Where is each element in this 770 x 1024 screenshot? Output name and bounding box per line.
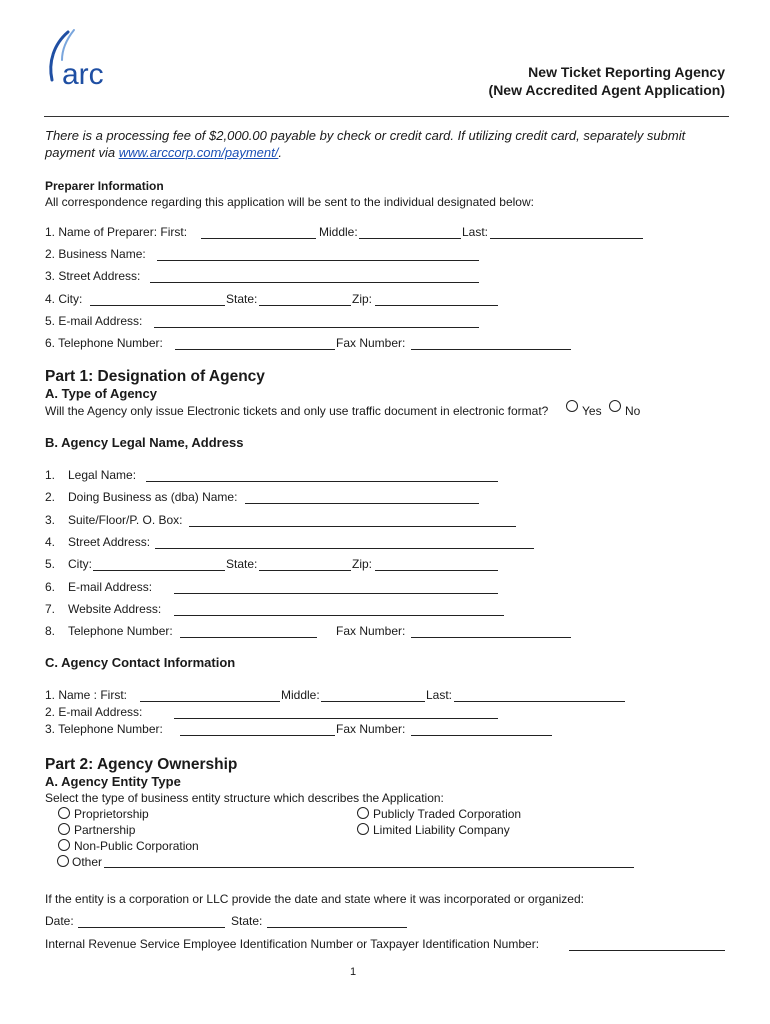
website-label: Website Address: (68, 602, 162, 616)
preparer-fax-label: Fax Number: (336, 336, 406, 350)
no-radio[interactable] (609, 400, 621, 412)
non-public-corp-label: Non-Public Corporation (74, 839, 199, 853)
incorporation-state-field[interactable] (267, 927, 407, 928)
other-radio[interactable] (57, 855, 69, 867)
legal-item-num: 7. (45, 602, 56, 616)
title-line-1: New Ticket Reporting Agency (528, 64, 725, 80)
partnership-radio[interactable] (58, 823, 70, 835)
preparer-state-field[interactable] (259, 305, 351, 306)
yes-radio[interactable] (566, 400, 578, 412)
fee-notice: There is a processing fee of $2,000.00 payable by check or credit card. If utilizing credit card, separately submit (45, 128, 686, 143)
payment-link[interactable]: www.arccorp.com/payment/ (118, 145, 279, 160)
preparer-heading: Preparer Information (45, 179, 164, 193)
phone-field[interactable] (180, 637, 317, 638)
other-field[interactable] (104, 867, 634, 868)
preparer-name-label: 1. Name of Preparer: First: (45, 225, 188, 239)
part1-heading: Part 1: Designation of Agency (45, 368, 265, 385)
contact-email-label: 2. E-mail Address: (45, 705, 143, 719)
legal-name-label: Legal Name: (68, 468, 137, 482)
legal-item-num: 6. (45, 580, 56, 594)
legal-item-num: 5. (45, 557, 56, 571)
email-label: E-mail Address: (68, 580, 153, 594)
suite-label: Suite/Floor/P. O. Box: (68, 513, 183, 527)
legal-item-num: 4. (45, 535, 56, 549)
preparer-middle-field[interactable] (359, 238, 461, 239)
preparer-middle-label: Middle: (319, 225, 358, 239)
preparer-last-field[interactable] (490, 238, 643, 239)
header-divider (44, 116, 729, 117)
no-label: No (625, 404, 641, 418)
street-field[interactable] (155, 548, 534, 549)
preparer-last-label: Last: (462, 225, 489, 239)
preparer-fax-field[interactable] (411, 349, 571, 350)
legal-name-heading: B. Agency Legal Name, Address (45, 435, 244, 450)
public-corp-radio[interactable] (357, 807, 369, 819)
state-field[interactable] (259, 570, 351, 571)
contact-middle-field[interactable] (321, 701, 425, 702)
arc-logo (40, 28, 120, 98)
page-number: 1 (350, 966, 357, 978)
legal-item-num: 1. (45, 468, 56, 482)
preparer-business-label: 2. Business Name: (45, 247, 146, 261)
contact-name-label: 1. Name : First: (45, 688, 128, 702)
public-corp-label: Publicly Traded Corporation (373, 807, 522, 821)
contact-email-field[interactable] (174, 718, 498, 719)
dba-label: Doing Business as (dba) Name: (68, 490, 238, 504)
electronic-question: Will the Agency only issue Electronic tickets and only use traffic document in electronic format? (45, 404, 549, 418)
non-public-corp-radio[interactable] (58, 839, 70, 851)
preparer-city-field[interactable] (90, 305, 225, 306)
email-field[interactable] (174, 593, 498, 594)
zip-field[interactable] (375, 570, 498, 571)
preparer-subtext: All correspondence regarding this application will be sent to the individual designated below: (45, 195, 534, 209)
incorporation-state-label: State: (231, 914, 263, 928)
entity-type-heading: A. Agency Entity Type (45, 774, 181, 789)
preparer-email-label: 5. E-mail Address: (45, 314, 143, 328)
contact-first-field[interactable] (140, 701, 280, 702)
legal-name-field[interactable] (146, 481, 498, 482)
title-line-2: (New Accredited Agent Application) (488, 82, 725, 98)
contact-last-field[interactable] (454, 701, 625, 702)
contact-last-label: Last: (426, 688, 453, 702)
website-field[interactable] (174, 615, 504, 616)
contact-fax-label: Fax Number: (336, 722, 406, 736)
incorporation-text: If the entity is a corporation or LLC provide the date and state where it was incorporated or organized: (45, 892, 584, 906)
preparer-email-field[interactable] (154, 327, 479, 328)
incorporation-date-field[interactable] (78, 927, 225, 928)
type-of-agency-heading: A. Type of Agency (45, 386, 157, 401)
dba-field[interactable] (245, 503, 479, 504)
state-label: State: (226, 557, 258, 571)
city-label: City: (68, 557, 92, 571)
proprietorship-radio[interactable] (58, 807, 70, 819)
contact-heading: C. Agency Contact Information (45, 655, 236, 670)
suite-field[interactable] (189, 526, 516, 527)
svg-text:arc: arc (62, 58, 104, 91)
irs-label: Internal Revenue Service Employee Identification Number or Taxpayer Identification Number: (45, 937, 540, 951)
preparer-phone-label: 6. Telephone Number: (45, 336, 163, 350)
proprietorship-label: Proprietorship (74, 807, 149, 821)
fax-label: Fax Number: (336, 624, 406, 638)
other-label: Other (72, 855, 103, 869)
fee-notice-line2: payment via www.arccorp.com/payment/. (45, 145, 282, 160)
legal-item-num: 2. (45, 490, 56, 504)
preparer-phone-field[interactable] (175, 349, 335, 350)
phone-label: Telephone Number: (68, 624, 173, 638)
street-label: Street Address: (68, 535, 151, 549)
llc-label: Limited Liability Company (373, 823, 510, 837)
city-field[interactable] (93, 570, 225, 571)
contact-middle-label: Middle: (281, 688, 320, 702)
llc-radio[interactable] (357, 823, 369, 835)
preparer-state-label: State: (226, 292, 258, 306)
irs-field[interactable] (569, 950, 725, 951)
incorporation-date-label: Date: (45, 914, 74, 928)
fax-field[interactable] (411, 637, 571, 638)
zip-label: Zip: (352, 557, 373, 571)
contact-phone-label: 3. Telephone Number: (45, 722, 163, 736)
preparer-business-field[interactable] (157, 260, 479, 261)
preparer-street-label: 3. Street Address: (45, 269, 141, 283)
preparer-street-field[interactable] (150, 282, 479, 283)
contact-phone-field[interactable] (180, 735, 335, 736)
yes-label: Yes (582, 404, 602, 418)
part2-heading: Part 2: Agency Ownership (45, 756, 238, 773)
preparer-zip-label: Zip: (352, 292, 373, 306)
legal-item-num: 3. (45, 513, 56, 527)
contact-fax-field[interactable] (411, 735, 552, 736)
preparer-city-label: 4. City: (45, 292, 83, 306)
legal-item-num: 8. (45, 624, 56, 638)
preparer-zip-field[interactable] (375, 305, 498, 306)
preparer-first-field[interactable] (201, 238, 316, 239)
partnership-label: Partnership (74, 823, 136, 837)
entity-type-text: Select the type of business entity structure which describes the Application: (45, 791, 444, 805)
